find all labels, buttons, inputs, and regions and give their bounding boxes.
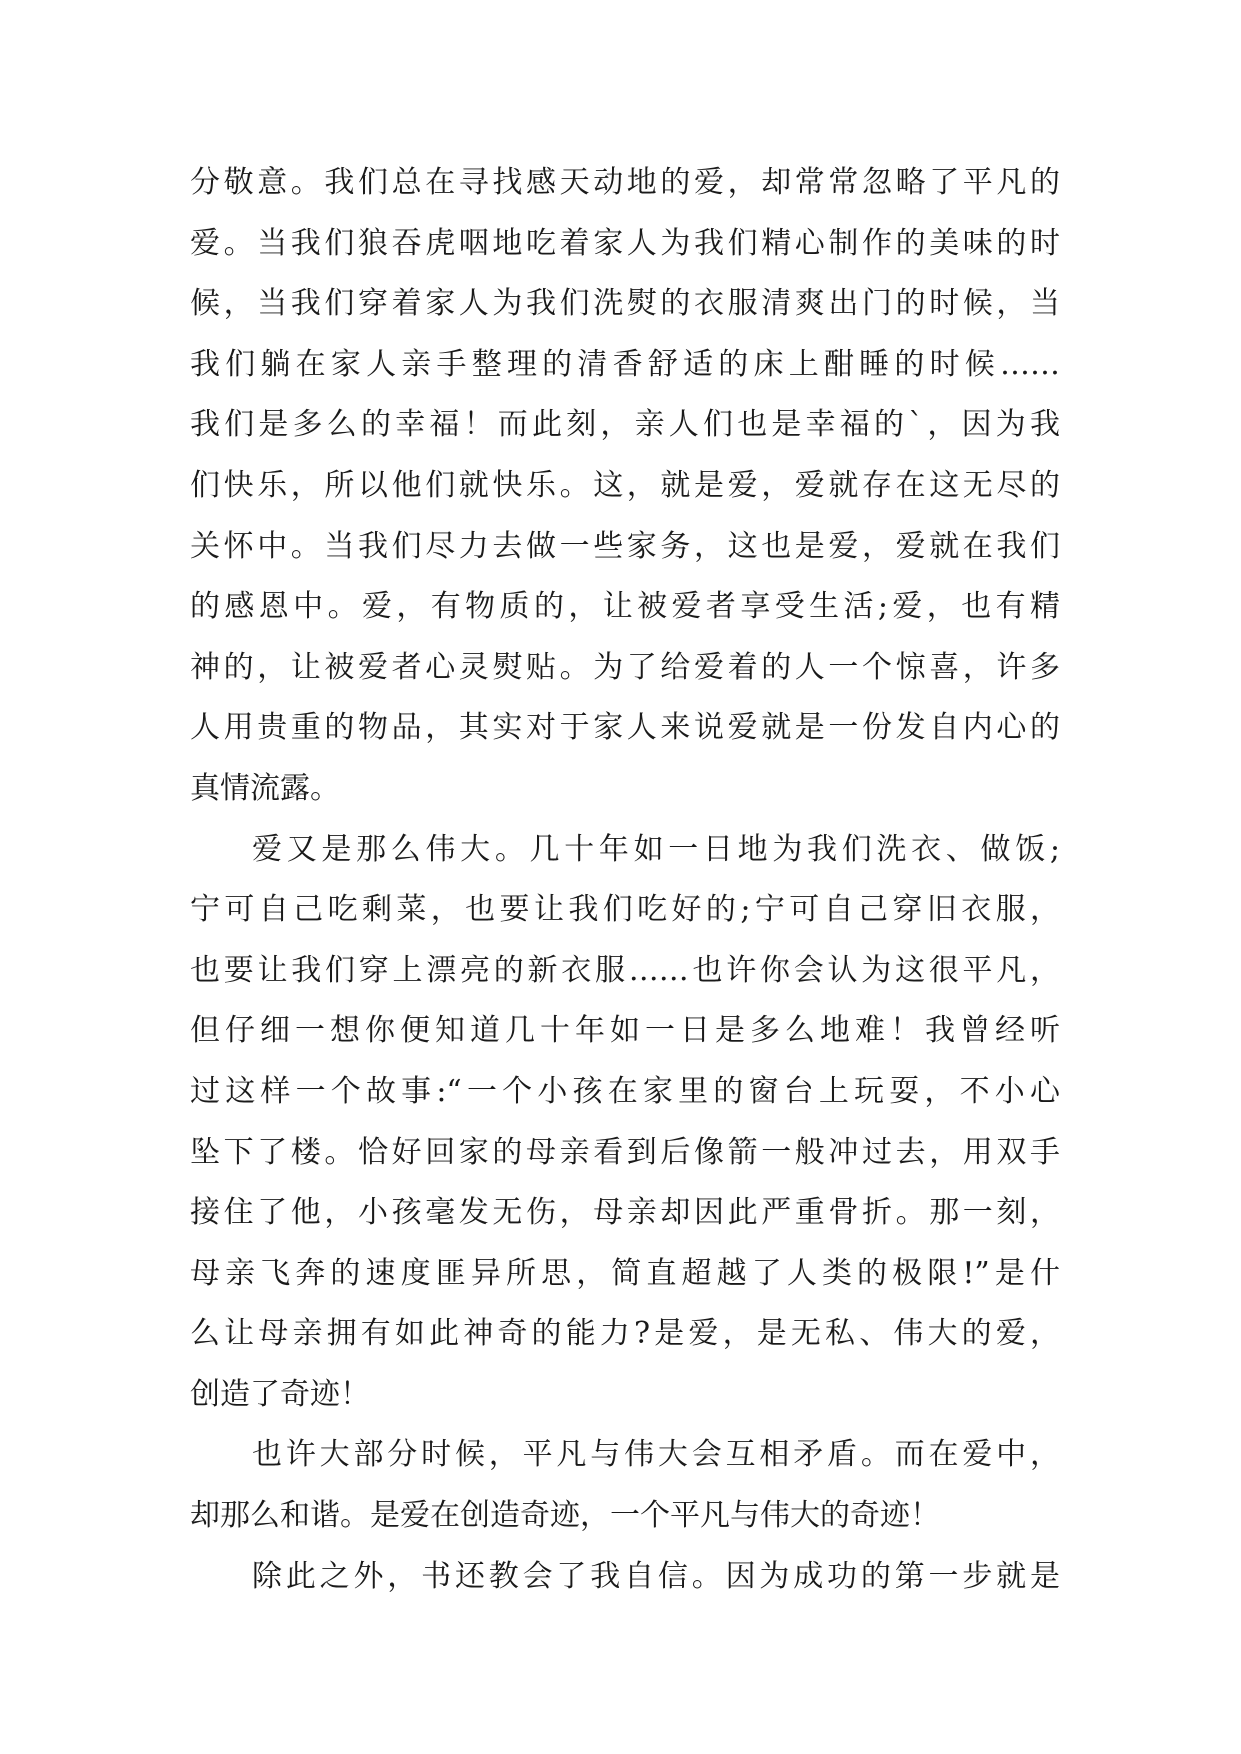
- paragraph: [190, 153, 1060, 820]
- text-line: 关怀中。当我们尽力去做一些家务，这也是爱，爱就在我们: [190, 528, 1060, 564]
- text-line: 么让母亲拥有如此神奇的能力?是爱，是无私、伟大的爱，: [190, 1316, 1060, 1352]
- text-line: 爱又是那么伟大。几十年如一日地为我们洗衣、做饭;: [252, 831, 1060, 867]
- text-line: 人用贵重的物品，其实对于家人来说爱就是一份发自内心的: [190, 710, 1060, 746]
- document-body: [190, 153, 1060, 1607]
- text-line: 却那么和谐。是爱在创造奇迹，一个平凡与伟大的奇迹！: [190, 1498, 940, 1534]
- text-line: 真情流露。: [190, 770, 340, 806]
- paragraph: [190, 1425, 1060, 1546]
- text-line: 也许大部分时候，平凡与伟大会互相矛盾。而在爱中，: [252, 1437, 1060, 1473]
- paragraph: [190, 1547, 1060, 1608]
- text-line: 接住了他，小孩毫发无伤，母亲却因此严重骨折。那一刻，: [190, 1195, 1060, 1231]
- text-line: 我们躺在家人亲手整理的清香舒适的床上酣睡的时候……: [190, 346, 1060, 382]
- text-line: 爱。当我们狼吞虎咽地吃着家人为我们精心制作的美味的时: [190, 225, 1060, 261]
- paragraph: [190, 820, 1060, 1426]
- text-line: 但仔细一想你便知道几十年如一日是多么地难！我曾经听: [190, 1013, 1060, 1049]
- text-line: 分敬意。我们总在寻找感天动地的爱，却常常忽略了平凡的: [190, 165, 1060, 200]
- text-line: 候，当我们穿着家人为我们洗熨的衣服清爽出门的时候，当: [190, 286, 1060, 322]
- text-line: 我们是多么的幸福！而此刻，亲人们也是幸福的`，因为我: [190, 407, 1060, 443]
- text-line: 也要让我们穿上漂亮的新衣服……也许你会认为这很平凡，: [190, 952, 1060, 988]
- text-line: 创造了奇迹！: [190, 1376, 370, 1412]
- text-line: 的感恩中。爱，有物质的，让被爱者享受生活;爱，也有精: [190, 589, 1060, 625]
- text-line: 们快乐，所以他们就快乐。这，就是爱，爱就存在这无尽的: [190, 467, 1060, 503]
- text-line: 坠下了楼。恰好回家的母亲看到后像箭一般冲过去，用双手: [190, 1134, 1060, 1170]
- text-line: 母亲飞奔的速度匪异所思，简直超越了人类的极限!”是什: [190, 1255, 1060, 1291]
- text-line: 神的，让被爱者心灵熨贴。为了给爱着的人一个惊喜，许多: [190, 649, 1060, 685]
- text-line: 过这样一个故事:“一个小孩在家里的窗台上玩耍，不小心: [190, 1073, 1060, 1109]
- text-line: 宁可自己吃剩菜，也要让我们吃好的;宁可自己穿旧衣服，: [190, 892, 1060, 928]
- text-line: 除此之外，书还教会了我自信。因为成功的第一步就是: [252, 1558, 1060, 1594]
